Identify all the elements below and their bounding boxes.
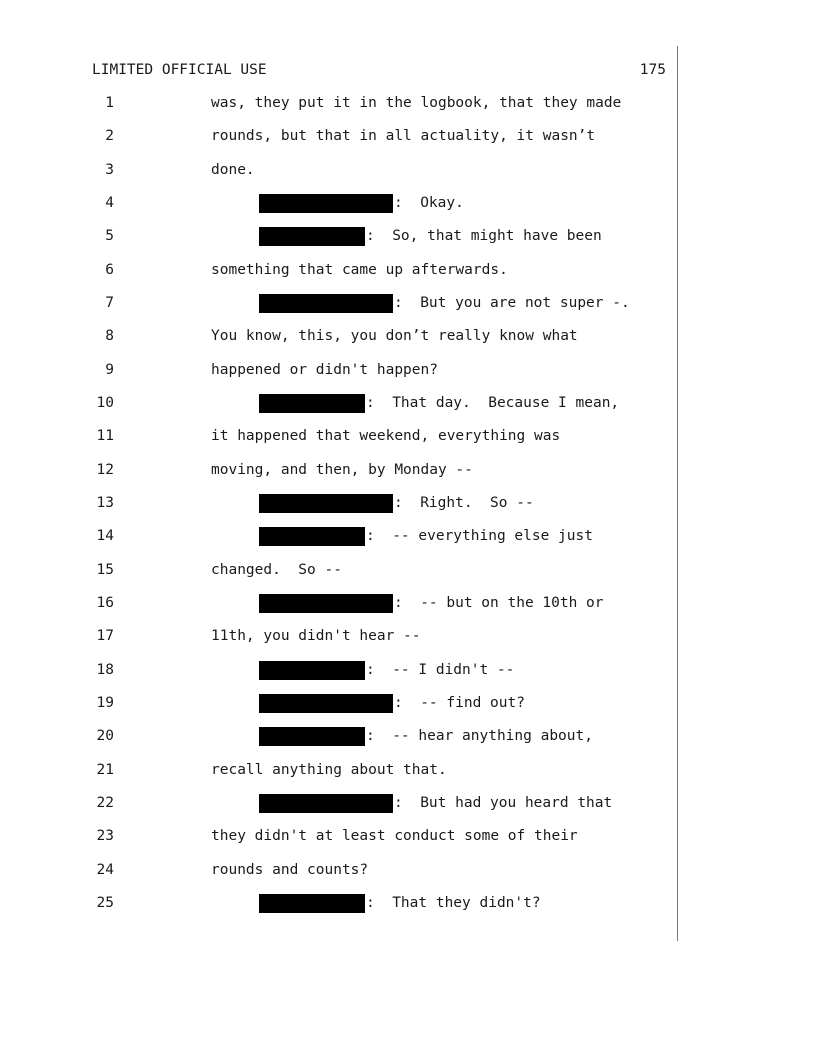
redacted-speaker-name	[259, 394, 365, 413]
redacted-speaker-name	[259, 661, 365, 680]
transcript-line	[0, 128, 816, 148]
speaker-turn	[259, 528, 593, 546]
transcript-line	[0, 795, 816, 815]
line-text: : That they didn't?	[366, 894, 541, 911]
transcript-line	[0, 495, 816, 515]
line-number: 25	[96, 894, 114, 911]
line-number: 12	[96, 461, 114, 478]
line-text: it happened that weekend, everything was	[211, 428, 561, 445]
speaker-turn	[259, 395, 619, 413]
speaker-turn	[259, 728, 593, 746]
line-number: 8	[105, 328, 114, 345]
line-text: : -- hear anything about,	[366, 728, 593, 745]
redacted-speaker-name	[259, 727, 365, 746]
line-text: : But you are not super -.	[394, 294, 630, 311]
redacted-speaker-name	[259, 694, 393, 713]
transcript-line	[0, 828, 816, 848]
line-text: : -- but on the 10th or	[394, 594, 604, 611]
transcript-line	[0, 262, 816, 282]
line-number: 3	[105, 161, 114, 178]
redacted-speaker-name	[259, 594, 393, 613]
line-text: they didn't at least conduct some of their	[211, 828, 578, 845]
transcript-line	[0, 862, 816, 882]
classification-header: LIMITED OFFICIAL USE	[92, 62, 267, 78]
speaker-turn	[259, 195, 464, 213]
transcript-line	[0, 762, 816, 782]
line-number: 21	[96, 761, 114, 778]
line-number: 22	[96, 794, 114, 811]
line-number: 11	[96, 428, 114, 445]
transcript-line	[0, 628, 816, 648]
line-text: : -- find out?	[394, 694, 525, 711]
line-number: 10	[96, 394, 114, 411]
line-text: happened or didn't happen?	[211, 361, 438, 378]
speaker-turn	[259, 595, 604, 613]
line-number: 5	[105, 228, 114, 245]
line-text: was, they put it in the logbook, that they made	[211, 95, 622, 111]
line-number: 7	[105, 294, 114, 311]
line-number: 1	[105, 95, 114, 111]
line-text: 11th, you didn't hear --	[211, 628, 421, 645]
speaker-turn	[259, 695, 525, 713]
line-number: 15	[96, 561, 114, 578]
line-text: rounds and counts?	[211, 861, 369, 878]
line-number: 6	[105, 261, 114, 278]
transcript-line	[0, 695, 816, 715]
transcript-line	[0, 895, 816, 915]
line-text: : So, that might have been	[366, 228, 602, 245]
line-number: 19	[96, 694, 114, 711]
transcript-line	[0, 162, 816, 182]
line-text: changed. So --	[211, 561, 342, 578]
speaker-turn	[259, 895, 541, 913]
speaker-turn	[259, 662, 514, 680]
transcript-line	[0, 562, 816, 582]
line-number: 16	[96, 594, 114, 611]
transcript-line	[0, 728, 816, 748]
transcript-line	[0, 295, 816, 315]
redacted-speaker-name	[259, 894, 365, 913]
transcript-line	[0, 195, 816, 215]
line-text: moving, and then, by Monday --	[211, 461, 473, 478]
transcript-line	[0, 95, 816, 115]
transcript-line	[0, 228, 816, 248]
transcript-line	[0, 428, 816, 448]
line-text: : Okay.	[394, 194, 464, 211]
line-number: 17	[96, 628, 114, 645]
redacted-speaker-name	[259, 794, 393, 813]
line-number: 14	[96, 528, 114, 545]
transcript-line	[0, 395, 816, 415]
transcript-line	[0, 528, 816, 548]
line-text: rounds, but that in all actuality, it wasn’t	[211, 128, 596, 145]
transcript-line	[0, 328, 816, 348]
line-text: : -- everything else just	[366, 528, 593, 545]
transcript-line	[0, 462, 816, 482]
line-number: 23	[96, 828, 114, 845]
speaker-turn	[259, 495, 534, 513]
line-text: : But had you heard that	[394, 794, 613, 811]
redacted-speaker-name	[259, 294, 393, 313]
transcript-line	[0, 595, 816, 615]
line-number: 4	[105, 194, 114, 211]
speaker-turn	[259, 795, 612, 813]
page-number: 175	[639, 62, 666, 78]
line-text: : That day. Because I mean,	[366, 394, 620, 411]
transcript-line	[0, 362, 816, 382]
transcript-line	[0, 662, 816, 682]
line-number: 24	[96, 861, 114, 878]
line-text: : -- I didn't --	[366, 661, 515, 678]
line-text: : Right. So --	[394, 494, 534, 511]
line-number: 18	[96, 661, 114, 678]
redacted-speaker-name	[259, 527, 365, 546]
line-number: 13	[96, 494, 114, 511]
line-text: something that came up afterwards.	[211, 261, 508, 278]
redacted-speaker-name	[259, 227, 365, 246]
line-text: You know, this, you don’t really know what	[211, 328, 578, 345]
redacted-speaker-name	[259, 494, 393, 513]
line-number: 2	[105, 128, 114, 145]
line-text: recall anything about that.	[211, 761, 447, 778]
redacted-speaker-name	[259, 194, 393, 213]
line-number: 9	[105, 361, 114, 378]
speaker-turn	[259, 228, 602, 246]
speaker-turn	[259, 295, 630, 313]
line-number: 20	[96, 728, 114, 745]
line-text: done.	[211, 161, 255, 178]
